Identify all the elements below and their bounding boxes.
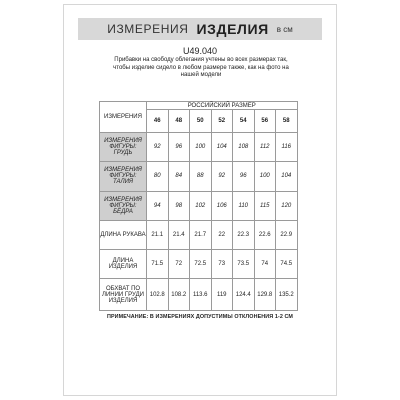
table-cell: 100 bbox=[190, 133, 212, 162]
table-cell: 112 bbox=[254, 133, 276, 162]
table-cell: 104 bbox=[211, 133, 233, 162]
table-row bbox=[100, 162, 298, 191]
table-cell: 21.4 bbox=[168, 220, 190, 249]
table-cell: 72 bbox=[168, 250, 190, 279]
row-label: ОБХВАТ ПО ЛИНИИ ГРУДИ ИЗДЕЛИЯ bbox=[100, 279, 147, 311]
table-row bbox=[100, 133, 298, 162]
table-cell: 110 bbox=[233, 191, 255, 220]
row-label: ИЗМЕРЕНИЯ ФИГУРЫ: ГРУДЬ bbox=[100, 133, 147, 162]
size-header-cell: 48 bbox=[168, 110, 190, 133]
table-cell: 72.5 bbox=[190, 250, 212, 279]
table-cell: 119 bbox=[211, 279, 233, 311]
table-header-row bbox=[100, 102, 298, 110]
row-label: ИЗМЕРЕНИЯ ФИГУРЫ: БЁДРА bbox=[100, 191, 147, 220]
table-cell: 74.5 bbox=[276, 250, 298, 279]
table-cell: 96 bbox=[168, 133, 190, 162]
title-measurements: ИЗМЕРЕНИЯ bbox=[107, 22, 189, 36]
table-cell: 135.2 bbox=[276, 279, 298, 311]
table-cell: 21.7 bbox=[190, 220, 212, 249]
table-cell: 115 bbox=[254, 191, 276, 220]
size-header-cell: 52 bbox=[211, 110, 233, 133]
size-header-cell: 58 bbox=[276, 110, 298, 133]
table-cell: 22.6 bbox=[254, 220, 276, 249]
table-cell: 100 bbox=[254, 162, 276, 191]
table-cell: 73 bbox=[211, 250, 233, 279]
table-cell: 106 bbox=[211, 191, 233, 220]
table-row bbox=[100, 220, 298, 249]
size-header-cell: 46 bbox=[147, 110, 169, 133]
fit-note-line: чтобы изделие сидело в любом размере также, как на фото на bbox=[113, 64, 289, 71]
table-cell: 98 bbox=[168, 191, 190, 220]
table-cell: 108 bbox=[233, 133, 255, 162]
table-cell: 113.6 bbox=[190, 279, 212, 311]
title-units: в см bbox=[276, 24, 293, 34]
fit-note bbox=[92, 57, 310, 80]
table-cell: 92 bbox=[147, 133, 169, 162]
table-cell: 102.8 bbox=[147, 279, 169, 311]
table-cell: 120 bbox=[276, 191, 298, 220]
size-table bbox=[99, 101, 298, 311]
fit-note-line: Прибавки на свободу облегания учтены во всех размерах так, bbox=[114, 57, 288, 63]
table-cell: 84 bbox=[168, 162, 190, 191]
size-header-cell: 56 bbox=[254, 110, 276, 133]
table-cell: 92 bbox=[211, 162, 233, 191]
size-chart-sheet bbox=[63, 4, 337, 396]
table-corner-label: ИЗМЕРЕНИЯ bbox=[100, 102, 147, 133]
tolerance-note: ПРИМЕЧАНИЕ: В ИЗМЕРЕНИЯХ ДОПУСТИМЫ ОТКЛОНЕНИЯ 1-2 СМ bbox=[106, 314, 294, 320]
row-label: ДЛИНА ИЗДЕЛИЯ bbox=[100, 250, 147, 279]
table-cell: 22.9 bbox=[276, 220, 298, 249]
table-cell: 129.8 bbox=[254, 279, 276, 311]
table-cell: 22 bbox=[211, 220, 233, 249]
table-cell: 96 bbox=[233, 162, 255, 191]
table-cell: 71.5 bbox=[147, 250, 169, 279]
table-cell: 108.2 bbox=[168, 279, 190, 311]
title-banner bbox=[78, 18, 322, 40]
table-cell: 116 bbox=[276, 133, 298, 162]
table-row bbox=[100, 191, 298, 220]
table-cell: 80 bbox=[147, 162, 169, 191]
table-cell: 88 bbox=[190, 162, 212, 191]
table-cell: 22.3 bbox=[233, 220, 255, 249]
table-cell: 104 bbox=[276, 162, 298, 191]
fit-note-line: нашей модели bbox=[180, 72, 222, 78]
table-cell: 21.1 bbox=[147, 220, 169, 249]
table-row bbox=[100, 279, 298, 311]
table-cell: 102 bbox=[190, 191, 212, 220]
size-header-cell: 50 bbox=[190, 110, 212, 133]
table-cell: 94 bbox=[147, 191, 169, 220]
row-label: ДЛИНА РУКАВА bbox=[100, 220, 147, 249]
table-cell: 74 bbox=[254, 250, 276, 279]
title-garment: ИЗДЕЛИЯ bbox=[196, 21, 269, 37]
table-cell: 73.5 bbox=[233, 250, 255, 279]
table-cell: 124.4 bbox=[233, 279, 255, 311]
model-code: U49.040 bbox=[182, 46, 218, 56]
row-label: ИЗМЕРЕНИЯ ФИГУРЫ: ТАЛИЯ bbox=[100, 162, 147, 191]
size-header-cell: 54 bbox=[233, 110, 255, 133]
size-system-label: РОССИЙСКИЙ РАЗМЕР bbox=[147, 102, 298, 110]
table-row bbox=[100, 250, 298, 279]
